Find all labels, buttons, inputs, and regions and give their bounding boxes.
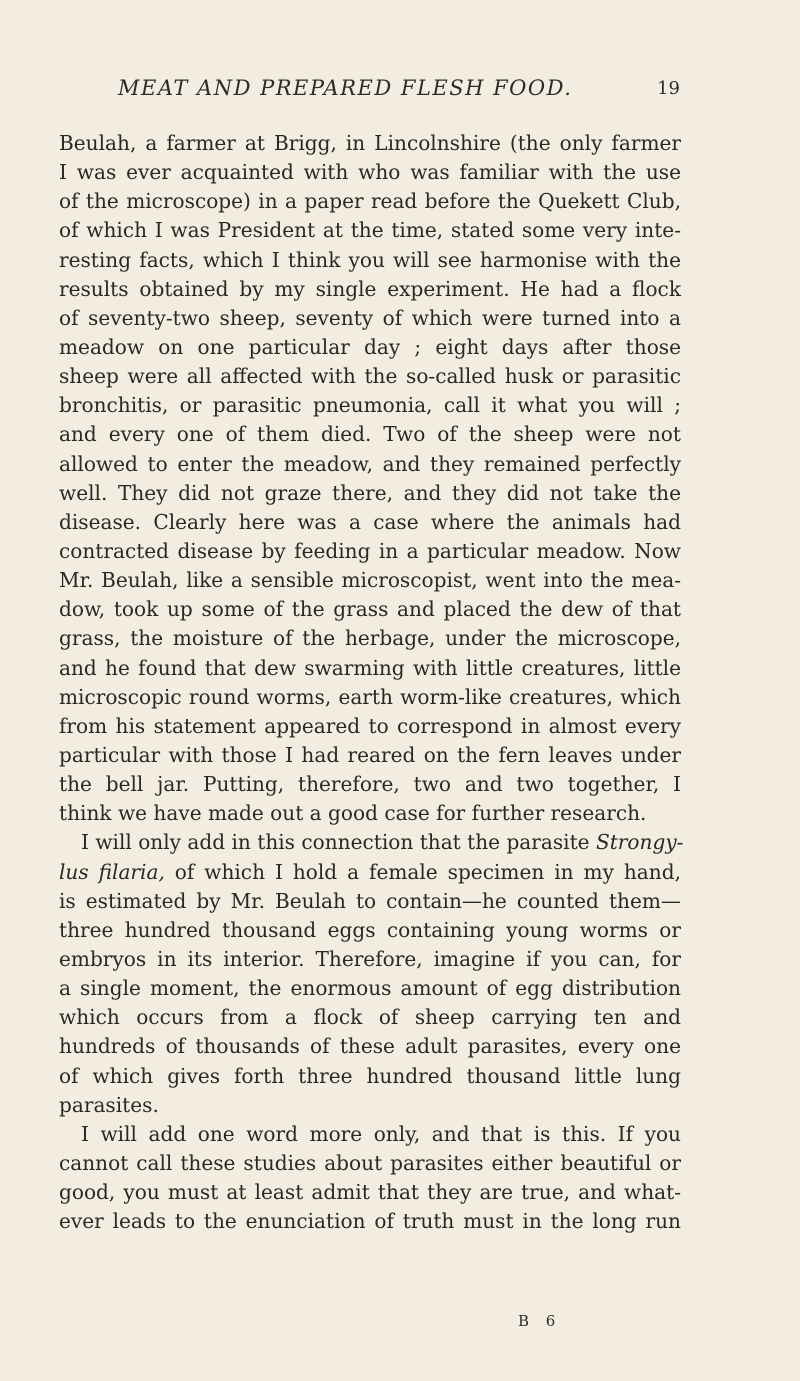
body-text — [59, 129, 684, 1236]
text-line: the bell jar. Putting, therefore, two and two together, I — [59, 772, 681, 797]
text-line — [59, 858, 681, 887]
text-line: cannot call these studies about parasites either beautiful or — [59, 1150, 681, 1175]
text-line: which occurs from a flock of sheep carrying ten and — [59, 1005, 681, 1030]
text-line: meadow on one particular day ; eight days after those — [59, 334, 681, 359]
text-line: of the microscope) in a paper read before the Quekett Club, — [59, 189, 681, 214]
page-number: 19 — [657, 78, 680, 99]
species-name-part: lus filaria, — [59, 859, 165, 884]
text-line: microscopic round worms, earth worm-like creatures, which — [59, 684, 681, 709]
text-line: parasites. — [59, 1092, 159, 1117]
text-line: bronchitis, or parasitic pneumonia, call it what you will ; — [59, 393, 681, 418]
text-line: resting facts, which I think you will see harmonise with the — [59, 247, 681, 272]
running-title: MEAT AND PREPARED FLESH FOOD. — [118, 76, 573, 100]
text-line: disease. Clearly here was a case where the animals had — [59, 509, 681, 534]
text-line: of which I was President at the time, stated some very inte- — [59, 218, 681, 243]
text-line: allowed to enter the meadow, and they remained perfectly — [59, 451, 681, 476]
text-line: and he found that dew swarming with little creatures, little — [59, 655, 681, 680]
text-run: of which I hold a female specimen in my hand, — [164, 859, 681, 884]
text-line: Mr. Beulah, like a sensible microscopist, went into the mea- — [59, 568, 681, 593]
text-line: embryos in its interior. Therefore, imagine if you can, for — [59, 946, 681, 971]
running-head — [118, 76, 680, 106]
text-line — [59, 828, 684, 857]
text-line: results obtained by my single experiment. He had a flock — [59, 276, 681, 301]
text-line: Beulah, a farmer at Brigg, in Lincolnshire (the only farmer — [59, 131, 681, 155]
text-line: I was ever acquainted with who was familiar with the use — [59, 160, 681, 185]
text-line: think we have made out a good case for further research. — [59, 801, 647, 826]
text-line: dow, took up some of the grass and placed the dew of that — [59, 597, 681, 622]
text-line: well. They did not graze there, and they did not take the — [59, 480, 681, 505]
text-line: is estimated by Mr. Beulah to contain—he counted them— — [59, 888, 681, 913]
text-line: sheep were all affected with the so-called husk or parasitic — [59, 364, 681, 389]
text-line: grass, the moisture of the herbage, under the microscope, — [59, 626, 681, 651]
text-line: of which gives forth three hundred thousand little lung — [59, 1063, 681, 1088]
text-line: I will add one word more only, and that is this. If you — [81, 1121, 681, 1146]
text-line: three hundred thousand eggs containing young worms or — [59, 917, 681, 942]
text-line: particular with those I had reared on the fern leaves under — [59, 742, 681, 767]
text-line: hundreds of thousands of these adult parasites, every one — [59, 1034, 681, 1059]
text-line: of seventy-two sheep, seventy of which were turned into a — [59, 305, 681, 330]
text-line: good, you must at least admit that they are true, and what- — [59, 1180, 681, 1205]
text-line: a single moment, the enormous amount of egg distribution — [59, 976, 681, 1001]
text-line: ever leads to the enunciation of truth must in the long run — [59, 1209, 681, 1234]
text-line: and every one of them died. Two of the sheep were not — [59, 422, 681, 447]
text-line: contracted disease by feeding in a particular meadow. Now — [59, 538, 681, 563]
text-run: I will only add in this connection that the parasite — [81, 830, 596, 855]
signature-mark: B 6 — [518, 1312, 562, 1330]
text-line: from his statement appeared to correspond in almost every — [59, 713, 681, 738]
species-name-part: Strongy- — [595, 830, 684, 855]
